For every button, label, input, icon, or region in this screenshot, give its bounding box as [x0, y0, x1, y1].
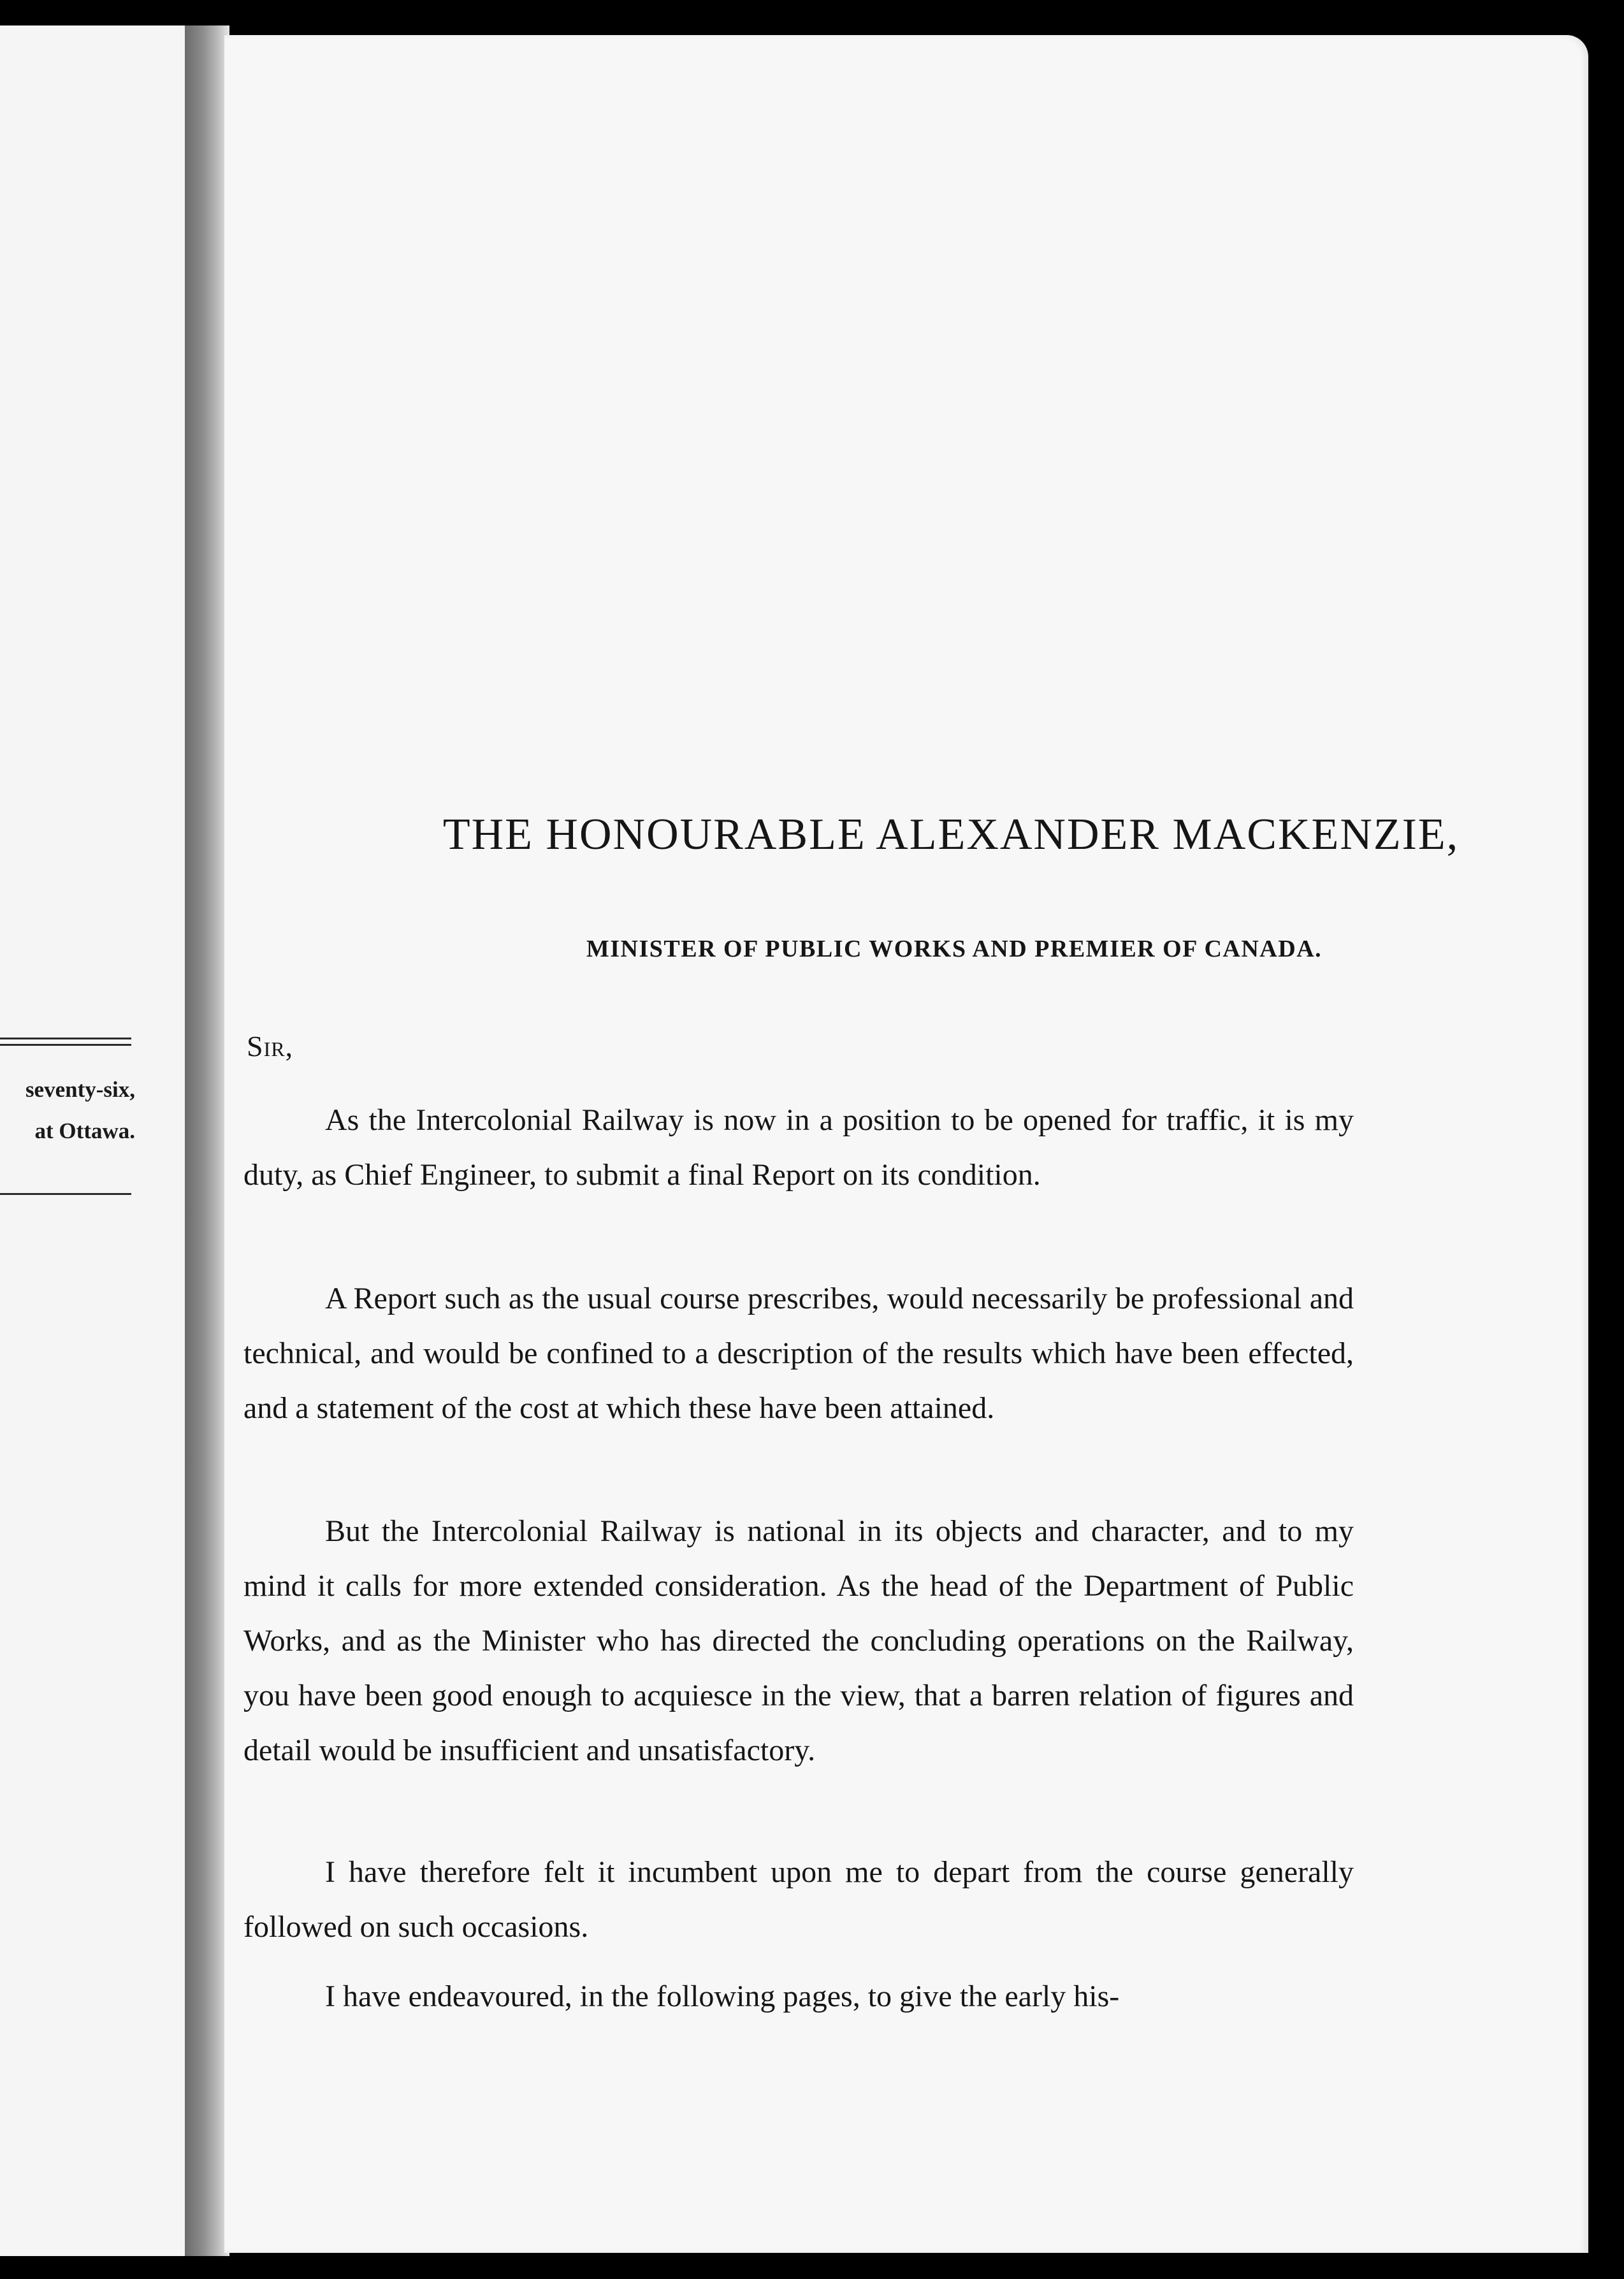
book-gutter [185, 25, 229, 2256]
addressee-heading: THE HONOURABLE ALEXANDER MACKENZIE, [442, 810, 1460, 859]
salutation: Sir, [247, 1030, 294, 1062]
paragraph-5: I have endeavoured, in the following pages, to give the early his- [325, 1979, 1120, 2013]
single-rule [0, 1193, 131, 1195]
paragraph-3: But the Intercolonial Railway is national in its objects and character, and to my mind it calls for more extended consideration. As the head of the Department of Public Works, and as the Minister who has directed the concluding operations on the Railway, you have been good enough to acquiesce in the view, that a barren relation of figures and detail would be insufficient and unsatisfactory. [243, 1514, 1354, 1767]
paragraph-2: A Report such as the usual course prescribes, would necessarily be professional and technical, and would be confined to a description of the results which have been effected, and a statement of the cost at which these have been attained. [243, 1282, 1354, 1425]
right-page [224, 35, 1588, 2253]
paragraph-4: I have therefore felt it incumbent upon me to depart from the course generally followed on such occasions. [243, 1855, 1354, 1944]
left-page-line-2: at Ottawa. [34, 1118, 135, 1143]
left-facing-page [0, 25, 185, 2256]
double-rule-bottom [0, 1044, 131, 1046]
addressee-title: MINISTER OF PUBLIC WORKS AND PREMIER OF CANADA. [586, 936, 1323, 962]
double-rule-top [0, 1038, 131, 1039]
paragraph-1: As the Intercolonial Railway is now in a position to be opened for traffic, it is my duty, as Chief Engineer, to submit a final Report on its condition. [243, 1103, 1354, 1192]
left-page-line-1: seventy-six, [25, 1077, 135, 1102]
